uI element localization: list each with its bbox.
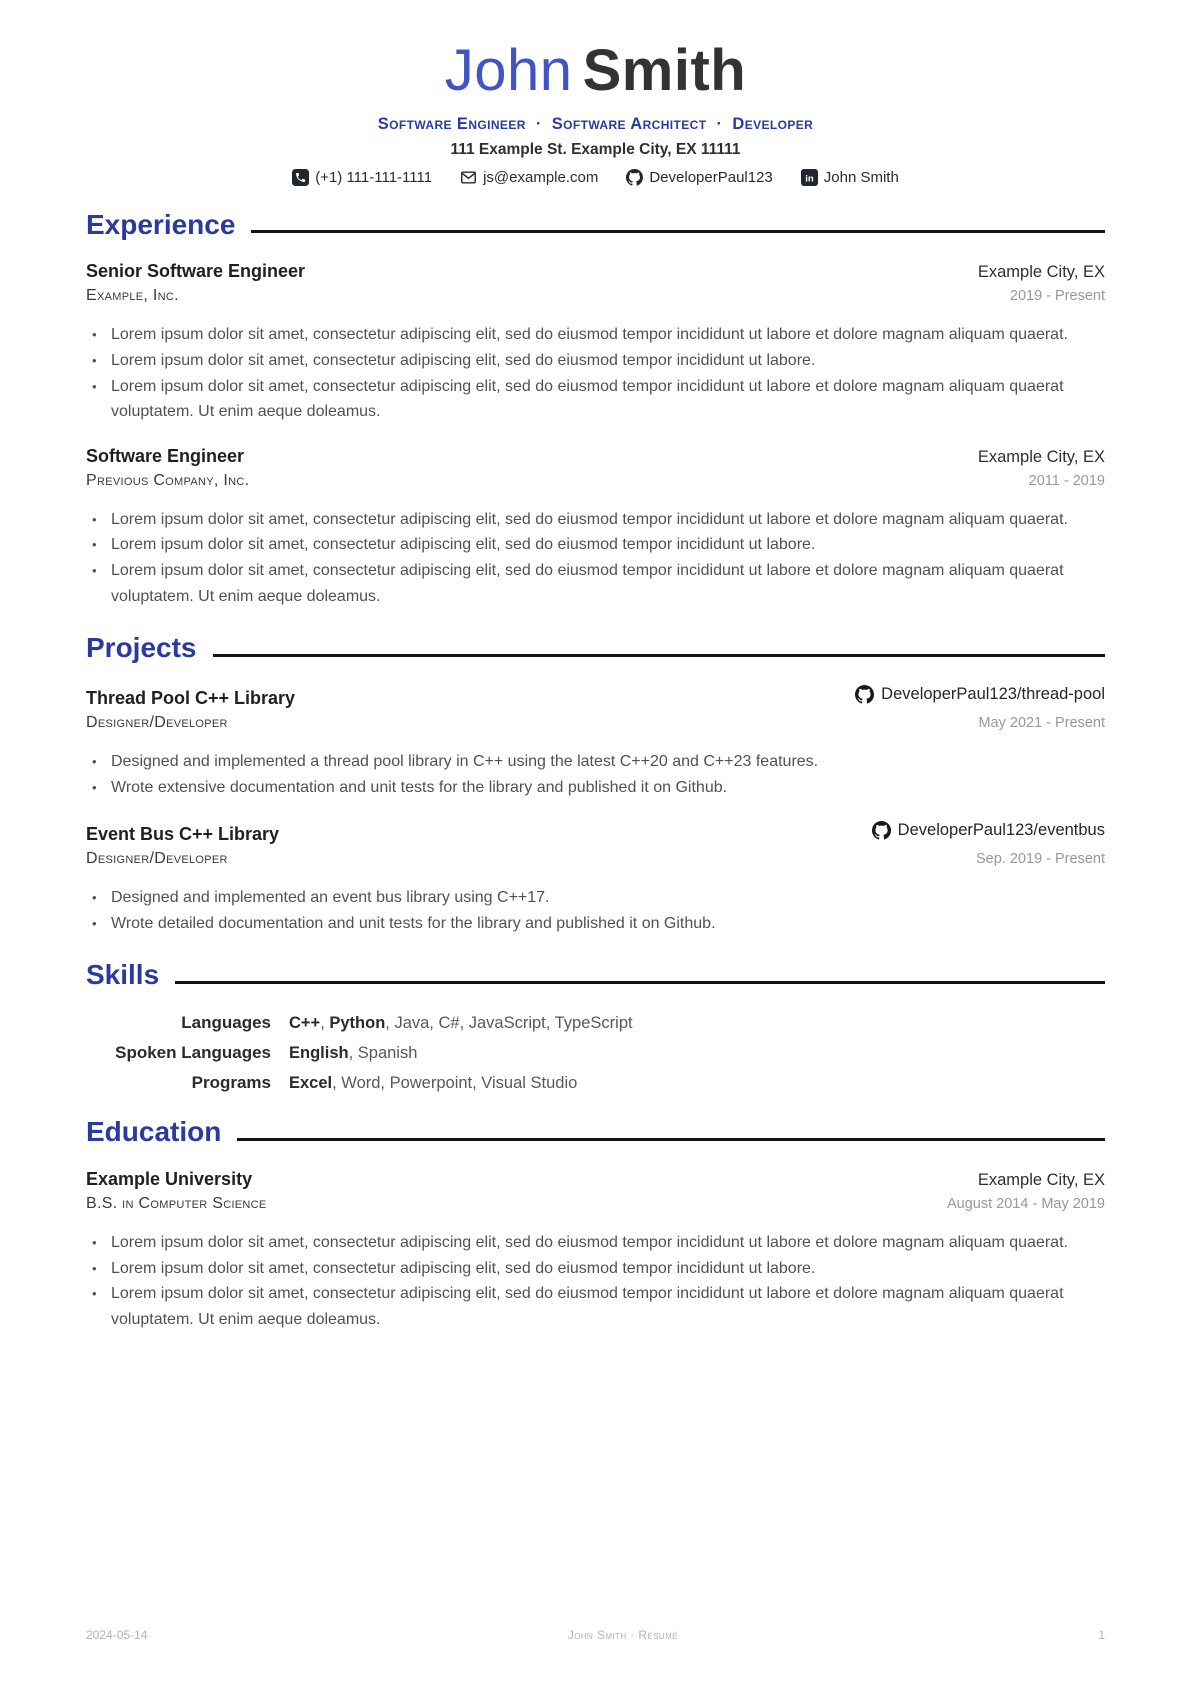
project-title: Event Bus C++ Library: [86, 824, 280, 845]
resume-header: [86, 38, 1105, 186]
education-dates: August 2014 - May 2019: [947, 1196, 1105, 1212]
bullet-list: [86, 322, 1105, 424]
page-footer: [86, 1628, 1105, 1642]
first-name: John: [444, 38, 573, 103]
job-dates: 2011 - 2019: [1028, 472, 1105, 489]
job-dates: 2019 - Present: [1009, 288, 1105, 305]
experience-entry: [86, 446, 1105, 609]
github-icon: [872, 821, 891, 840]
svg-text:in: in: [805, 173, 814, 185]
project-repo-link[interactable]: [872, 821, 1105, 840]
github-username: DeveloperPaul123: [649, 168, 773, 186]
job-location: Example City, EX: [977, 447, 1105, 466]
project-repo-link[interactable]: [855, 685, 1105, 704]
role-separator: ·: [535, 114, 542, 133]
last-name: Smith: [582, 38, 747, 103]
bullet-item: • Lorem ipsum dolor sit amet, consectetur adipiscing elit, sed do eiusmod tempor incididunt ut labore.: [86, 348, 1105, 374]
role: Software Architect: [551, 114, 707, 133]
bullet-item: • Lorem ipsum dolor sit amet, consectetur adipiscing elit, sed do eiusmod tempor incididunt ut labore.: [86, 532, 1105, 558]
bullet-list: [86, 507, 1105, 609]
section-experience: [86, 210, 1105, 610]
section-title-experience: Experience: [86, 208, 236, 240]
skills-row-value: C++, Python, Java, C#, JavaScript, TypeScript: [289, 1014, 633, 1033]
bullet-item: • Lorem ipsum dolor sit amet, consectetur adipiscing elit, sed do eiusmod tempor incididunt ut labore et dolore magnam aliquam quaerat.: [86, 507, 1105, 533]
project-dates: Sep. 2019 - Present: [976, 851, 1105, 868]
skills-row-label: Programs: [191, 1073, 271, 1093]
project-role: Designer/Developer: [86, 714, 228, 732]
section-education: [86, 1117, 1105, 1332]
bullet-item: • Lorem ipsum dolor sit amet, consectetur adipiscing elit, sed do eiusmod tempor incididunt ut labore et dolore magnam aliquam quaerat.: [86, 1230, 1105, 1256]
project-entry: [86, 821, 1105, 936]
github-icon: [626, 169, 643, 186]
contact-github[interactable]: [626, 169, 772, 186]
phone-number: (+1) 111-111-1111: [315, 168, 433, 186]
bullet-item: • Lorem ipsum dolor sit amet, consectetur adipiscing elit, sed do eiusmod tempor incididunt ut labore et dolore magnam aliquam quaerat voluptatem. Ut enim aeque doleamus.: [86, 374, 1105, 425]
education-entry: [86, 1169, 1105, 1332]
contact-phone[interactable]: [292, 169, 432, 186]
job-title: Senior Software Engineer: [86, 261, 306, 282]
contact-line: [86, 169, 1105, 186]
skills-row-label: Spoken Languages: [115, 1043, 271, 1063]
project-entry: [86, 685, 1105, 800]
bullet-item: • Lorem ipsum dolor sit amet, consectetur adipiscing elit, sed do eiusmod tempor incididunt ut labore et dolore magnam aliquam quaerat voluptatem. Ut enim aeque doleamus.: [86, 558, 1105, 609]
phone-icon: [292, 169, 309, 186]
section-title-projects: Projects: [86, 632, 197, 664]
bullet-item: • Wrote detailed documentation and unit tests for the library and published it on Github.: [86, 911, 1105, 937]
project-role: Designer/Developer: [86, 850, 228, 868]
repo-name: DeveloperPaul123/eventbus: [897, 821, 1105, 840]
section-rule: [237, 1138, 1105, 1141]
role-separator: ·: [716, 114, 723, 133]
skills-row-value: Excel, Word, Powerpoint, Visual Studio: [289, 1074, 578, 1093]
job-location: Example City, EX: [977, 263, 1105, 282]
project-title: Thread Pool C++ Library: [86, 688, 296, 709]
section-rule: [213, 654, 1106, 657]
skills-row-value: English, Spanish: [289, 1044, 418, 1063]
footer-title: John Smith · Résumé: [567, 1628, 678, 1642]
section-header: [86, 633, 1105, 664]
footer-page-number: 1: [1098, 1628, 1105, 1642]
linkedin-name: John Smith: [823, 168, 899, 186]
email-icon: [460, 169, 477, 186]
bullet-item: • Designed and implemented an event bus library using C++17.: [86, 885, 1105, 911]
job-title: Software Engineer: [86, 445, 245, 466]
address-line: 111 Example St. Example City, EX 11111: [450, 140, 741, 158]
section-projects: [86, 633, 1105, 936]
skills-table: [86, 1013, 1105, 1093]
school-name: Example University: [86, 1169, 253, 1189]
role: Software Engineer: [377, 114, 526, 133]
company-name: Previous Company, Inc.: [86, 471, 250, 489]
section-header: [86, 1117, 1105, 1148]
role: Developer: [732, 114, 814, 133]
school-location: Example City, EX: [977, 1171, 1105, 1189]
skills-row-label: Languages: [181, 1013, 271, 1033]
bullet-item: • Designed and implemented a thread pool library in C++ using the latest C++20 and C++23 features.: [86, 749, 1105, 775]
email-address: js@example.com: [483, 168, 599, 186]
section-rule: [251, 230, 1105, 233]
bullet-item: • Lorem ipsum dolor sit amet, consectetur adipiscing elit, sed do eiusmod tempor incididunt ut labore.: [86, 1256, 1105, 1282]
name-heading: [86, 38, 1105, 105]
bullet-item: • Lorem ipsum dolor sit amet, consectetur adipiscing elit, sed do eiusmod tempor incididunt ut labore et dolore magnam aliquam quaerat voluptatem. Ut enim aeque doleamus.: [86, 1281, 1105, 1332]
bullet-item: • Lorem ipsum dolor sit amet, consectetur adipiscing elit, sed do eiusmod tempor incididunt ut labore et dolore magnam aliquam quaerat.: [86, 322, 1105, 348]
bullet-list: [86, 749, 1105, 800]
linkedin-icon: [801, 169, 818, 186]
experience-entry: [86, 261, 1105, 424]
contact-linkedin[interactable]: [801, 169, 899, 186]
section-header: [86, 960, 1105, 991]
degree-name: B.S. in Computer Science: [86, 1195, 267, 1212]
section-skills: [86, 960, 1105, 1093]
roles-line: [86, 115, 1105, 134]
section-title-education: Education: [86, 1116, 222, 1148]
footer-date: 2024-05-14: [86, 1628, 148, 1642]
bullet-list: [86, 1230, 1105, 1332]
contact-email[interactable]: [460, 169, 598, 186]
bullet-list: [86, 885, 1105, 936]
company-name: Example, Inc.: [86, 287, 179, 305]
section-rule: [175, 981, 1105, 984]
repo-name: DeveloperPaul123/thread-pool: [881, 685, 1105, 704]
bullet-item: • Wrote extensive documentation and unit tests for the library and published it on Github.: [86, 775, 1105, 801]
section-header: [86, 210, 1105, 241]
section-title-skills: Skills: [86, 959, 160, 991]
project-dates: May 2021 - Present: [978, 715, 1105, 732]
github-icon: [855, 685, 874, 704]
